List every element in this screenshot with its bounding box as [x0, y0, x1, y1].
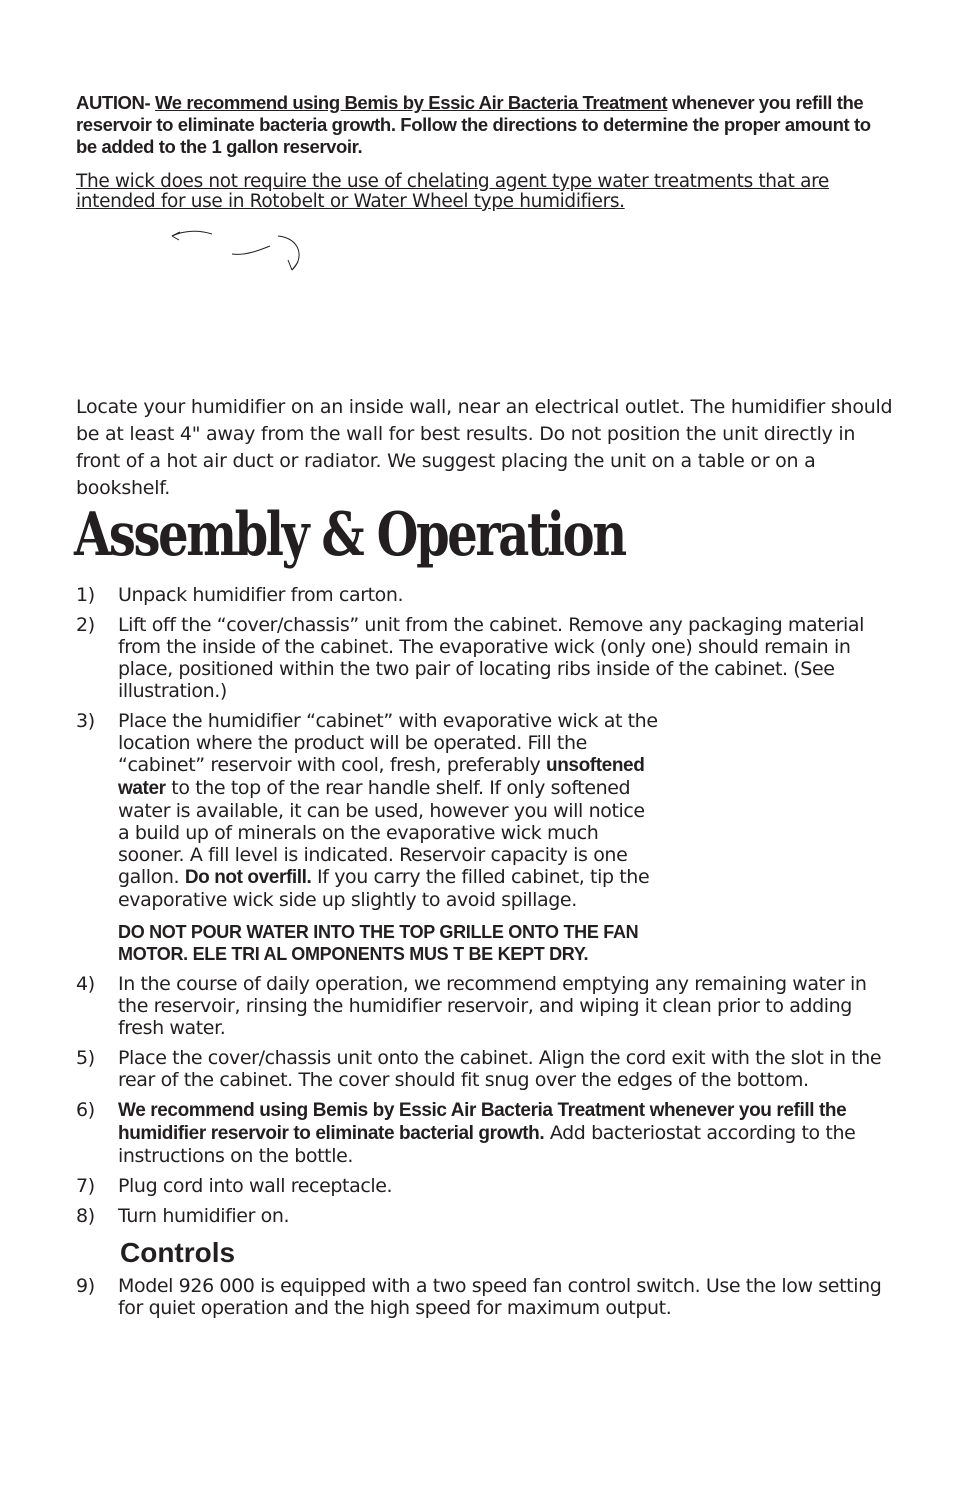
step-text: Lift off the “cover/chassis” unit from the cabinet. Remove any packaging material from the inside of the cabinet. The evaporative wick (only one) should remain in place, positioned within the two pair of locating ribs inside of the cabinet. (See illustration.) — [118, 614, 864, 702]
controls-heading: Controls — [120, 1237, 236, 1268]
step-number: 2) — [76, 614, 95, 636]
step-text: Unpack humidifier from carton. — [118, 584, 404, 606]
warning-text: DO NOT POUR WATER INTO THE TOP GRILLE ONTO THE FAN MOTOR. ELE TRI AL OMPONENTS MUS T BE KEPT DRY. — [118, 922, 639, 964]
step-text — [118, 1099, 896, 1167]
step-text: Model 926 000 is equipped with a two speed fan control switch. Use the low setting for quiet operation and the high speed for maximum output. — [118, 1275, 882, 1319]
step-text-part: If you carry the filled cabinet, tip the evaporative wick side up slightly to avoid spillage. — [118, 866, 650, 911]
step-emphasis: unsoftened water — [118, 755, 645, 799]
steps-list — [76, 584, 896, 1327]
list-item — [76, 1175, 896, 1197]
list-item — [76, 1047, 896, 1091]
caution-paragraph — [76, 92, 886, 158]
step-text: Plug cord into wall receptacle. — [118, 1175, 393, 1197]
step-text-part: Place the humidifier “cabinet” with evaporative wick at the location where the product will be operated. Fill the “cabinet” reservoir with cool, fresh, preferably — [118, 710, 658, 776]
step-emphasis: We recommend using Bemis by Essic Air Bacteria Treatment whenever you refill the humidifier reservoir to eliminate bacterial growth. — [118, 1100, 847, 1144]
list-item — [76, 1275, 896, 1319]
step-number: 9) — [76, 1275, 95, 1297]
list-item — [76, 973, 896, 1039]
step-text: In the course of daily operation, we recommend emptying any remaining water in the reservoir, rinsing the humidifier reservoir, and wiping it clean prior to adding fresh water. — [118, 973, 867, 1039]
location-instructions: Locate your humidifier on an inside wall, near an electrical outlet. The humidifier should be at least 4" away from the wall for best results. Do not position the unit directly in front of a hot air duct or radiator. We suggest placing the unit on a table or on a bookshelf. — [76, 396, 893, 499]
arrow-sketch-icon — [160, 222, 320, 282]
step-number: 7) — [76, 1175, 95, 1197]
step-number: 4) — [76, 973, 95, 995]
step-number: 1) — [76, 584, 95, 606]
caution-lead: AUTION- — [76, 92, 151, 113]
step-text: Turn humidifier on. — [118, 1205, 290, 1227]
step-number: 6) — [76, 1099, 95, 1121]
step-text — [118, 710, 658, 911]
caution-rest: whenever you refill the reservoir to eliminate bacteria growth. Follow the directions to determine the proper amount to be added to the 1 gallon reservoir. — [76, 92, 871, 157]
step-text-part: Add bacteriostat according to the instructions on the bottle. — [118, 1122, 856, 1167]
caution-recommendation: We recommend using Bemis by Essic Air Bacteria Treatment — [155, 92, 668, 113]
step-text: Place the cover/chassis unit onto the cabinet. Align the cord exit with the slot in the rear of the cabinet. The cover should fit snug over the edges of the bottom. — [118, 1047, 882, 1091]
step-text-part: to the top of the rear handle shelf. If only softened water is available, it can be used, however you will notice a build up of minerals on the evaporative wick much sooner. A fill level is indicated. Reservoir capacity is one gallon. — [118, 777, 645, 888]
list-item — [76, 710, 896, 965]
step-emphasis: Do not overfill. — [184, 867, 312, 888]
list-item — [76, 1099, 896, 1167]
step-number: 3) — [76, 710, 95, 732]
page-title: Assembly & Operation — [74, 500, 625, 570]
list-item — [76, 1205, 896, 1227]
list-item — [76, 614, 896, 702]
step-number: 8) — [76, 1205, 95, 1227]
wick-note: The wick does not require the use of chelating agent type water treatments that are intended for use in Rotobelt or Water Wheel type humidifiers. — [76, 171, 829, 212]
step-number: 5) — [76, 1047, 95, 1069]
list-item — [76, 584, 896, 606]
